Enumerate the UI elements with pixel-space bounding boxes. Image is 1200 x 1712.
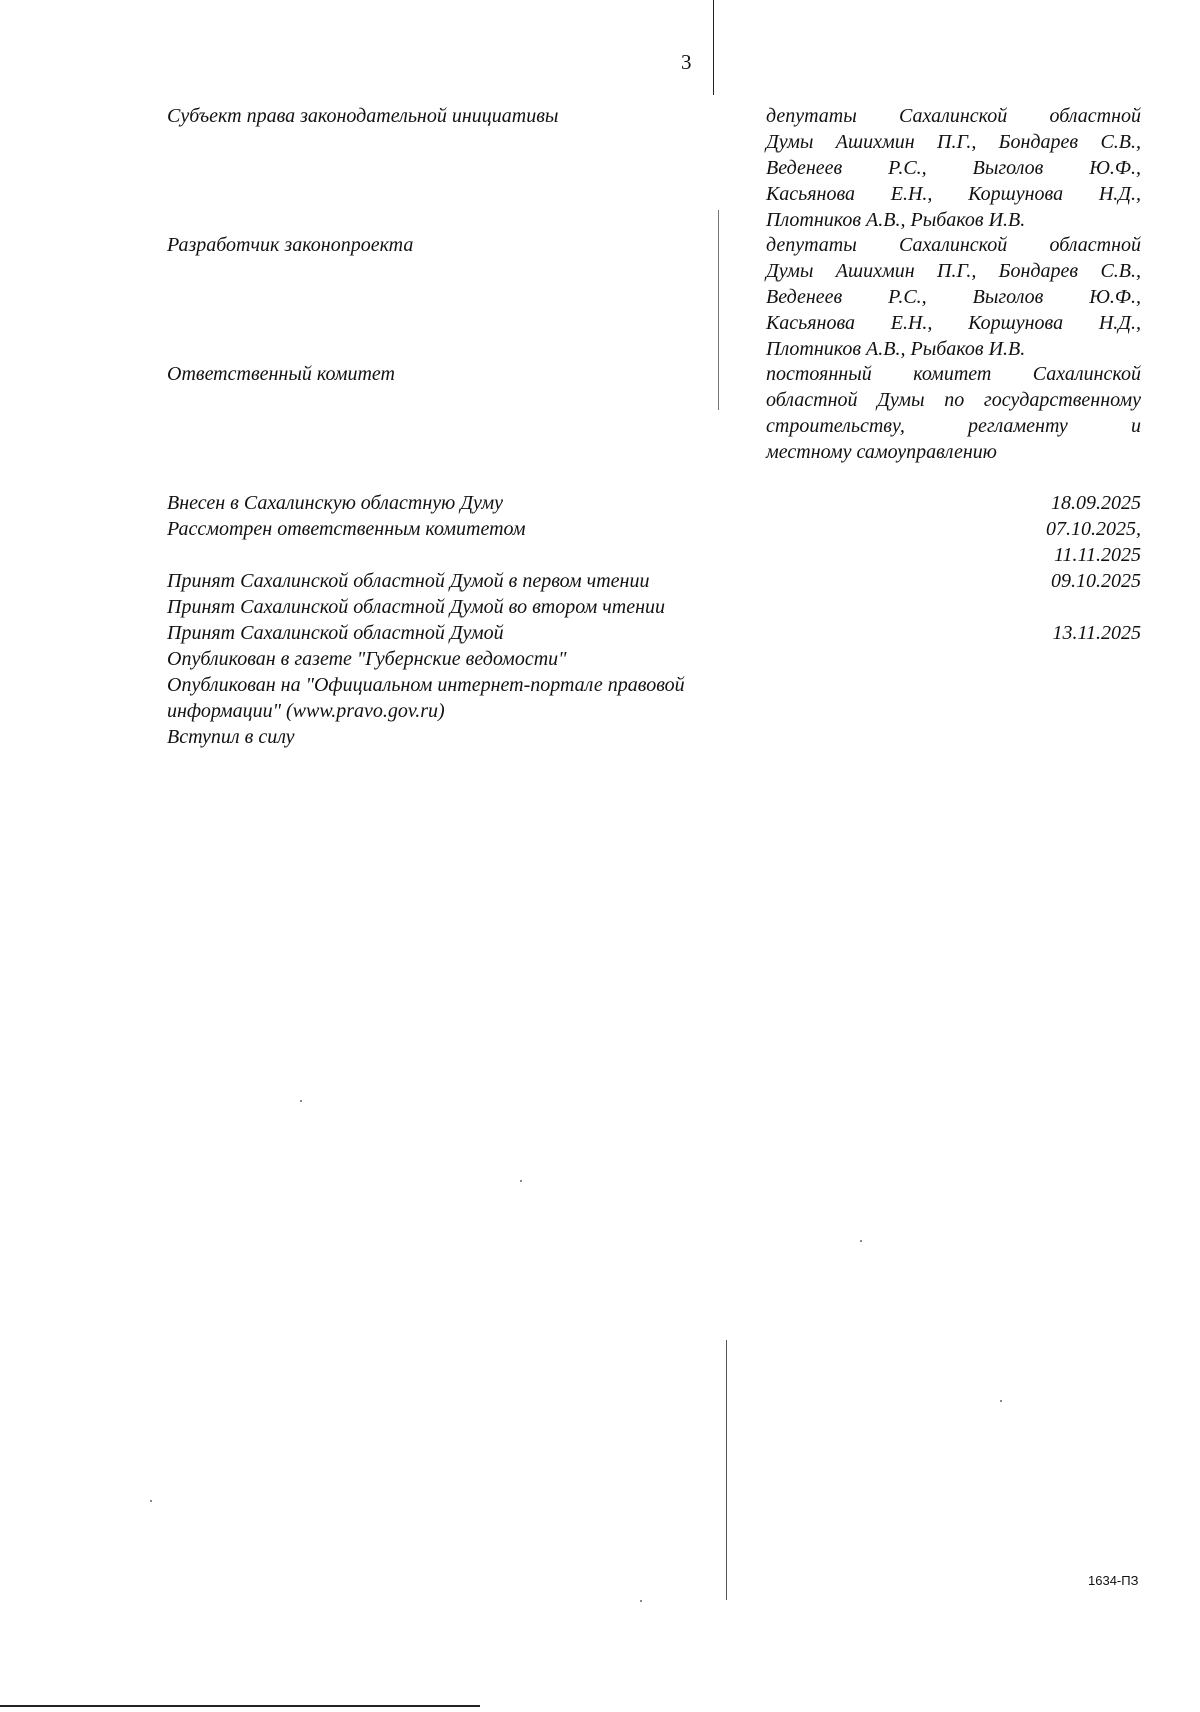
page-number: 3 <box>681 50 692 74</box>
history-label: Опубликован на "Официальном интернет-портале правовой <box>167 674 685 696</box>
history-date: 09.10.2025 <box>1051 570 1141 592</box>
scan-speckle <box>520 1180 522 1182</box>
responsible-committee-value <box>766 361 1141 465</box>
value-line: Веденеев Р.С., Выголов Ю.Ф., <box>766 286 1141 308</box>
scan-fold-line-bottom <box>726 1340 727 1600</box>
scan-speckle <box>150 1500 152 1502</box>
bill-developer-value <box>766 232 1141 362</box>
initiative-subject-value <box>766 103 1141 233</box>
value-line: Касьянова Е.Н., Коршунова Н.Д., <box>766 312 1141 334</box>
value-line: депутаты Сахалинской областной <box>766 234 1141 256</box>
history-date: 18.09.2025 <box>1051 492 1141 514</box>
history-label: Рассмотрен ответственным комитетом <box>167 518 526 540</box>
scan-speckle <box>860 1240 862 1242</box>
history-label: Принят Сахалинской областной Думой во втором чтении <box>167 596 666 618</box>
scan-bottom-edge <box>0 1705 480 1707</box>
history-label: Принят Сахалинской областной Думой в первом чтении <box>167 570 650 592</box>
value-line: депутаты Сахалинской областной <box>766 105 1141 127</box>
document-code: 1634-ПЗ <box>1088 1573 1139 1588</box>
initiative-subject-label: Субъект права законодательной инициативы <box>167 105 559 127</box>
value-line: Плотников А.В., Рыбаков И.В. <box>766 338 1026 360</box>
history-label: Опубликован в газете "Губернские ведомости" <box>167 648 567 670</box>
scan-fold-line <box>713 0 714 95</box>
history-date: 07.10.2025, <box>1046 518 1141 540</box>
scan-speckle <box>300 1100 302 1102</box>
scan-speckle <box>1000 1400 1002 1402</box>
history-date-second: 11.11.2025 <box>1053 544 1141 566</box>
value-line: постоянный комитет Сахалинской <box>766 363 1141 385</box>
history-label: Внесен в Сахалинскую областную Думу <box>167 492 504 514</box>
value-line: местному самоуправлению <box>766 441 997 463</box>
value-line: Плотников А.В., Рыбаков И.В. <box>766 209 1026 231</box>
value-line: строительству, регламенту и <box>766 415 1141 437</box>
value-line: Веденеев Р.С., Выголов Ю.Ф., <box>766 157 1141 179</box>
responsible-committee-label: Ответственный комитет <box>167 363 395 385</box>
scan-speckle <box>640 1600 642 1602</box>
bill-developer-label: Разработчик законопроекта <box>167 234 414 256</box>
value-line: Думы Ашихмин П.Г., Бондарев С.В., <box>766 131 1141 153</box>
history-label: Принят Сахалинской областной Думой <box>167 622 504 644</box>
value-line: Думы Ашихмин П.Г., Бондарев С.В., <box>766 260 1141 282</box>
history-date: 13.11.2025 <box>1052 622 1141 644</box>
value-line: областной Думы по государственному <box>766 389 1141 411</box>
history-label: информации" (www.pravo.gov.ru) <box>167 700 445 722</box>
history-label: Вступил в силу <box>167 726 295 748</box>
value-line: Касьянова Е.Н., Коршунова Н.Д., <box>766 183 1141 205</box>
